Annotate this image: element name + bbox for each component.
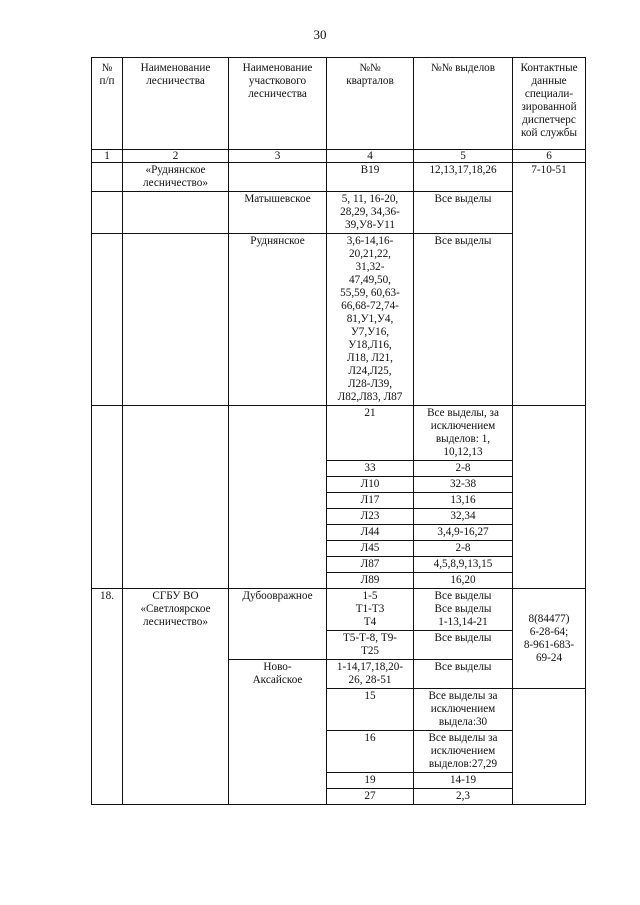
table-row (92, 234, 586, 406)
sections-cell: 3,4,9-16,27 (414, 525, 513, 541)
quarters-cell: Т5-Т-8, Т9- Т25 (327, 631, 414, 660)
header-cell-quarters: №№ кварталов (327, 58, 414, 150)
header-cell-contacts: Контактные данные специали- зированной диспетчерс кой службы (513, 58, 586, 150)
column-numbering-row (92, 150, 586, 163)
quarters-cell: 27 (327, 789, 414, 805)
column-number: 2 (123, 150, 229, 163)
quarters-cell: Л44 (327, 525, 414, 541)
sections-cell: 16,20 (414, 573, 513, 589)
header-cell-sections: №№ выделов (414, 58, 513, 150)
forestry-table (91, 57, 586, 805)
quarters-cell: 16 (327, 731, 414, 773)
header-cell-forestry: Наименование лесничества (123, 58, 229, 150)
sections-cell: 13,16 (414, 493, 513, 509)
quarters-cell: 33 (327, 461, 414, 477)
table-row (92, 192, 586, 234)
sections-cell: 2-8 (414, 461, 513, 477)
sections-cell: 4,5,8,9,13,15 (414, 557, 513, 573)
contact-cell: 7-10-51 (513, 163, 586, 406)
quarters-cell: Л45 (327, 541, 414, 557)
quarters-cell: В19 (327, 163, 414, 192)
header-cell-district: Наименование участкового лесничества (229, 58, 327, 150)
sections-cell: Все выделы за исключением выдела:30 (414, 689, 513, 731)
district-cell: Матышевское (229, 192, 327, 234)
sections-cell: Все выделы (414, 192, 513, 234)
quarters-cell: Л10 (327, 477, 414, 493)
quarters-cell: Л87 (327, 557, 414, 573)
quarters-cell: 1-14,17,18,20- 26, 28-51 (327, 660, 414, 689)
row-number-cell: 18. (92, 589, 123, 805)
row-number-cell (92, 163, 123, 192)
column-number: 5 (414, 150, 513, 163)
forestry-name-cell: СГБУ ВО «Светлоярское лесничество» (123, 589, 229, 805)
column-number: 1 (92, 150, 123, 163)
sections-cell: Все выделы (414, 631, 513, 660)
column-number: 3 (229, 150, 327, 163)
quarters-cell: Л23 (327, 509, 414, 525)
district-cell: Дубоовражное (229, 589, 327, 660)
sections-cell: 14-19 (414, 773, 513, 789)
table-row (92, 406, 586, 461)
quarters-cell: 5, 11, 16-20, 28,29, 34,36- 39,У8-У11 (327, 192, 414, 234)
quarters-cell: 21 (327, 406, 414, 461)
quarters-cell: 19 (327, 773, 414, 789)
district-cell: Руднянское (229, 234, 327, 406)
header-cell-number: № п/п (92, 58, 123, 150)
quarters-cell: 15 (327, 689, 414, 731)
column-number: 6 (513, 150, 586, 163)
quarters-cell: Л89 (327, 573, 414, 589)
sections-cell: 2,3 (414, 789, 513, 805)
quarters-cell: Л17 (327, 493, 414, 509)
sections-cell: Все выделы, за исключением выделов: 1, 10,12,13 (414, 406, 513, 461)
table-header-row (92, 58, 586, 150)
column-number: 4 (327, 150, 414, 163)
district-cell (229, 163, 327, 192)
sections-cell: 32,34 (414, 509, 513, 525)
sections-cell: Все выделы (414, 660, 513, 689)
page-number: 30 (313, 27, 327, 42)
sections-cell: 2-8 (414, 541, 513, 557)
table-row (92, 163, 586, 192)
sections-cell: Все выделы за исключением выделов:27,29 (414, 731, 513, 773)
sections-cell: 32-38 (414, 477, 513, 493)
district-cell: Ново- Аксайское (229, 660, 327, 805)
sections-cell: 12,13,17,18,26 (414, 163, 513, 192)
contact-cell: 8(84477) 6-28-64; 8-961-683- 69-24 (513, 589, 586, 689)
forestry-name-cell: «Руднянское лесничество» (123, 163, 229, 192)
sections-cell: Все выделы (414, 234, 513, 406)
table-row (92, 589, 586, 631)
sections-cell: Все выделы Все выделы 1-13,14-21 (414, 589, 513, 631)
quarters-cell: 1-5 Т1-Т3 Т4 (327, 589, 414, 631)
quarters-cell: 3,6-14,16- 20,21,22, 31,32- 47,49,50, 55,59, 60,63- 66,68-72,74- 81,У1,У4, У7,У16, У18,Л16, Л18, Л21, Л24,Л25, Л28-Л39, Л82,Л83, Л87 (327, 234, 414, 406)
